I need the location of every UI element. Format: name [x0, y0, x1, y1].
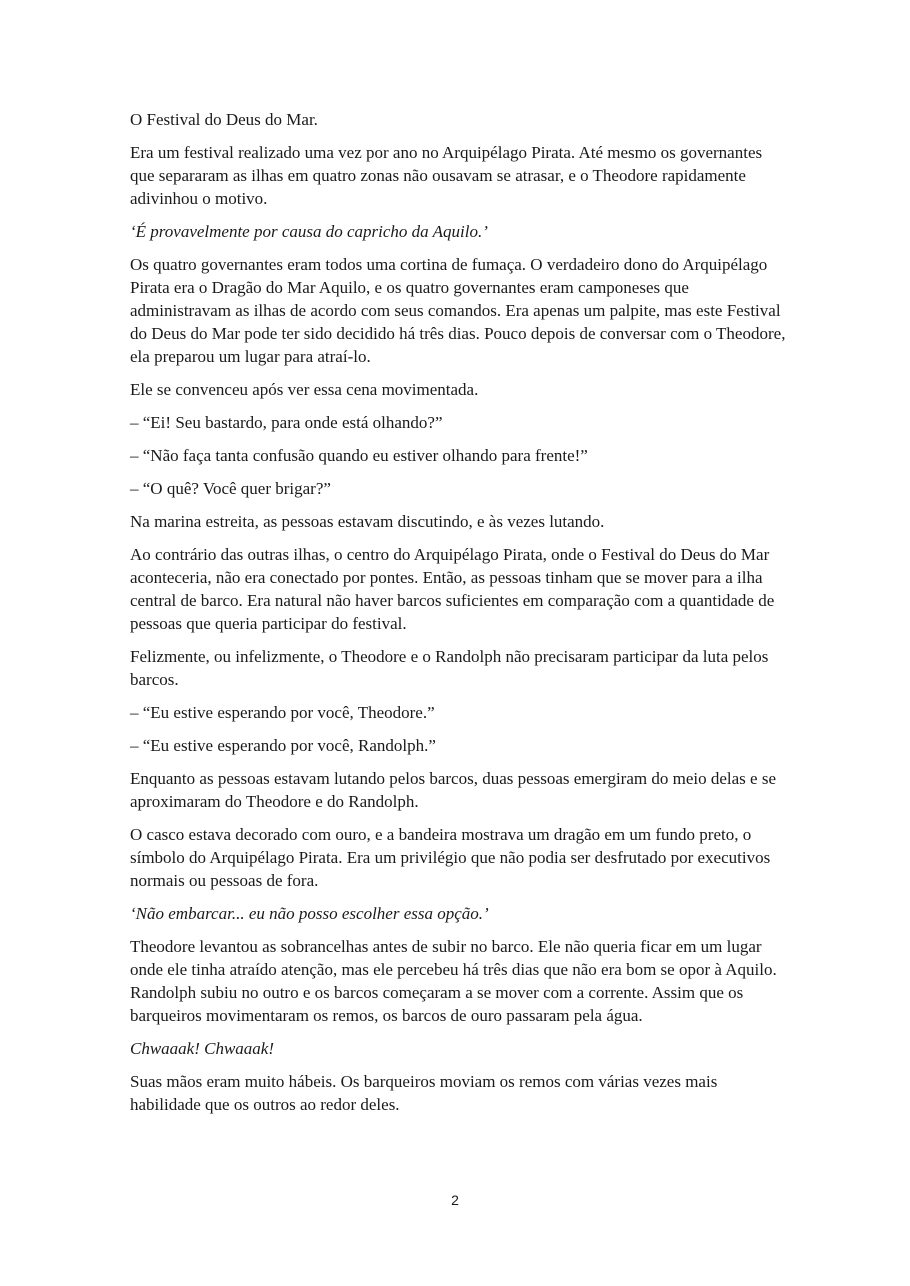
paragraph: O casco estava decorado com ouro, e a bandeira mostrava um dragão em um fundo preto, o símbolo do Arquipélago Pirata. Era um privilégio que não podia ser desfrutado por executivos normais ou pessoas de fora.: [130, 825, 771, 890]
dialogue-line: – “Não faça tanta confusão quando eu estiver olhando para frente!”: [130, 446, 588, 465]
document-body: [130, 108, 790, 1126]
sound-effect-paragraph: Chwaaak! Chwaaak!: [130, 1039, 275, 1058]
thought-paragraph: ‘Não embarcar... eu não posso escolher essa opção.’: [130, 904, 489, 923]
paragraph: O Festival do Deus do Mar.: [130, 110, 318, 129]
page-number: 2: [451, 1192, 459, 1208]
paragraph: Era um festival realizado uma vez por ano no Arquipélago Pirata. Até mesmo os governantes que separaram as ilhas em quatro zonas não ousavam se atrasar, e o Theodore rapidamente adivinhou o motivo.: [130, 143, 763, 208]
paragraph: Na marina estreita, as pessoas estavam discutindo, e às vezes lutando.: [130, 512, 605, 531]
paragraph: Theodore levantou as sobrancelhas antes de subir no barco. Ele não queria ficar em um lugar onde ele tinha atraído atenção, mas ele percebeu há três dias que não era bom se opor à Aquilo. Randolph subiu no outro e os barcos começaram a se mover com a corrente. Assim que os barqueiros movimentaram os remos, os barcos de ouro passaram pela água.: [130, 937, 777, 1025]
dialogue-line: – “Ei! Seu bastardo, para onde está olhando?”: [130, 413, 443, 432]
paragraph: Felizmente, ou infelizmente, o Theodore e o Randolph não precisaram participar da luta pelos barcos.: [130, 647, 769, 689]
dialogue-line: – “Eu estive esperando por você, Randolph.”: [130, 736, 436, 755]
paragraph: Enquanto as pessoas estavam lutando pelos barcos, duas pessoas emergiram do meio delas e se aproximaram do Theodore e do Randolph.: [130, 769, 776, 811]
paragraph: Ele se convenceu após ver essa cena movimentada.: [130, 380, 479, 399]
dialogue-line: – “O quê? Você quer brigar?”: [130, 479, 331, 498]
paragraph: Suas mãos eram muito hábeis. Os barqueiros moviam os remos com várias vezes mais habilidade que os outros ao redor deles.: [130, 1072, 718, 1114]
dialogue-line: – “Eu estive esperando por você, Theodore.”: [130, 703, 435, 722]
paragraph: Os quatro governantes eram todos uma cortina de fumaça. O verdadeiro dono do Arquipélago Pirata era o Dragão do Mar Aquilo, e os quatro governantes eram camponeses que administravam as ilhas de acordo com seus comandos. Era apenas um palpite, mas este Festival do Deus do Mar pode ter sido decidido há três dias. Pouco depois de conversar com o Theodore, ela preparou um lugar para atraí-lo.: [130, 255, 786, 366]
thought-paragraph: ‘É provavelmente por causa do capricho da Aquilo.’: [130, 222, 488, 241]
paragraph: Ao contrário das outras ilhas, o centro do Arquipélago Pirata, onde o Festival do Deus do Mar aconteceria, não era conectado por pontes. Então, as pessoas tinham que se mover para a ilha central de barco. Era natural não haver barcos suficientes em comparação com a quantidade de pessoas que queria participar do festival.: [130, 545, 775, 633]
